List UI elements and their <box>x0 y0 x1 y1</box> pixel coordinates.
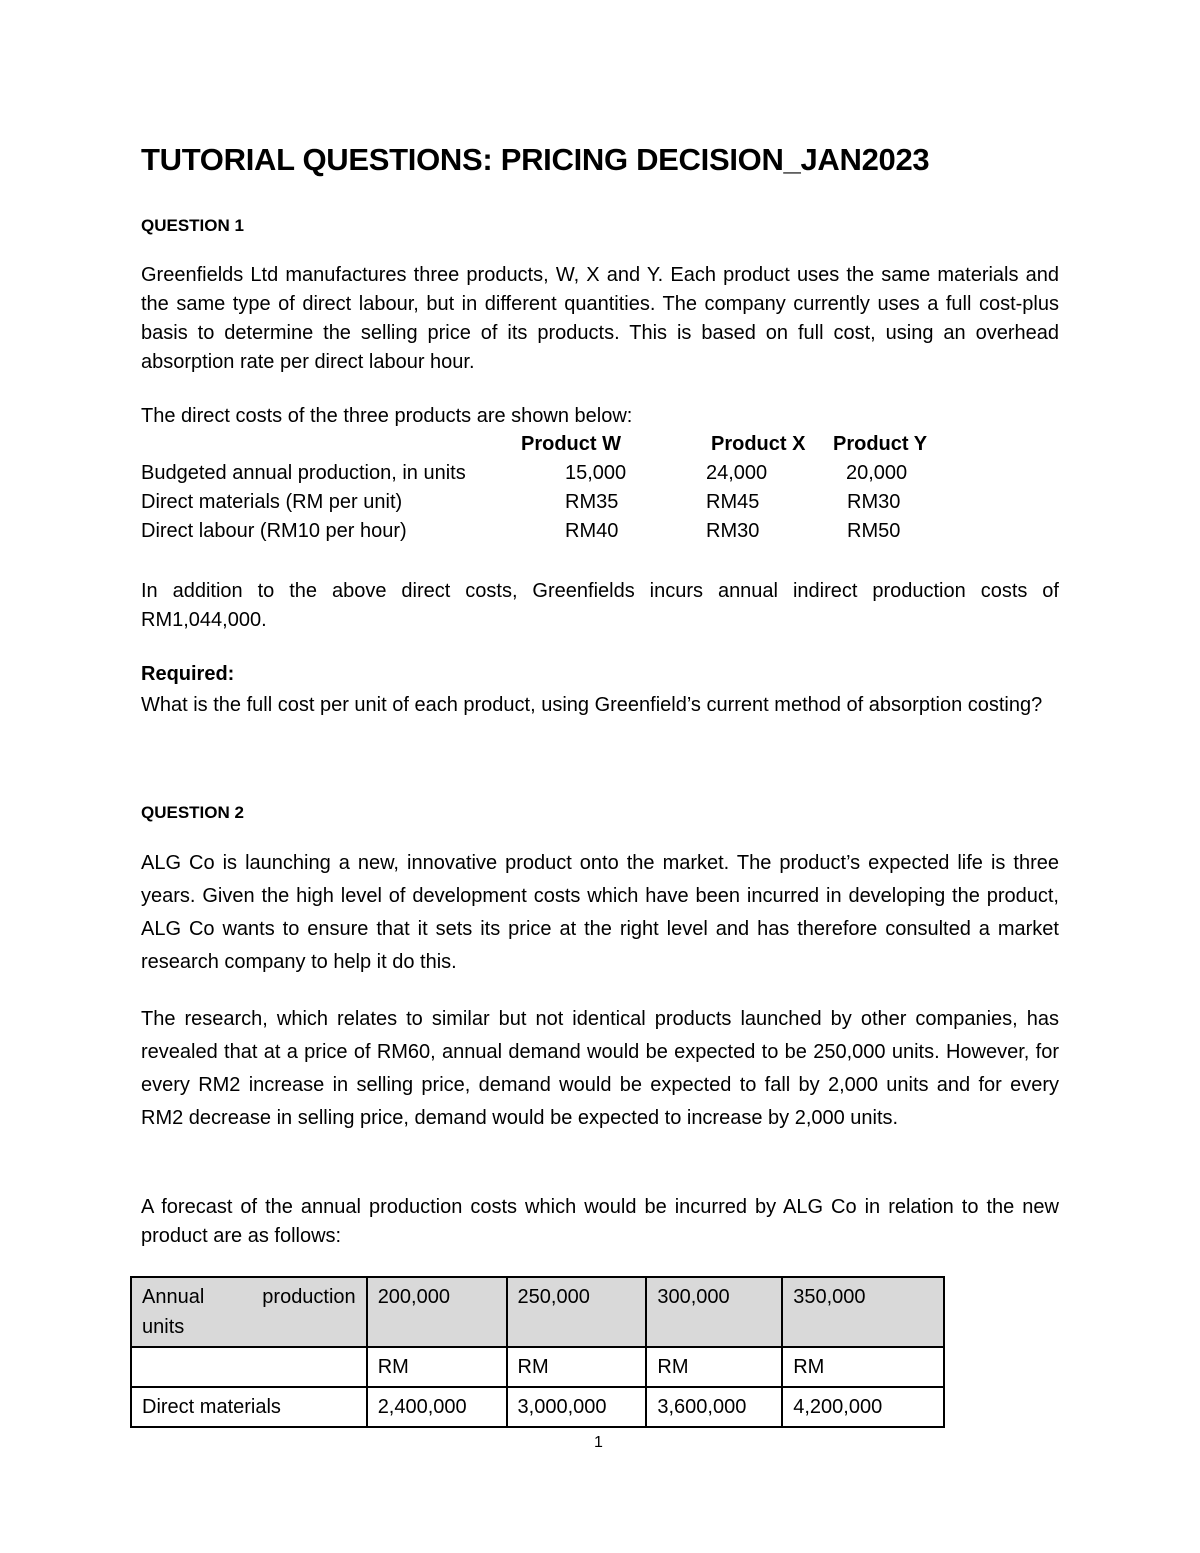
question-2-paragraph-3: A forecast of the annual production costs which would be incurred by ALG Co in relation to the new product are as follows: <box>141 1196 1059 1247</box>
cell-value: 4,200,000 <box>782 1387 944 1427</box>
page-title: TUTORIAL QUESTIONS: PRICING DECISION_JAN2023 <box>141 142 930 177</box>
row-label: Direct labour (RM10 per hour) <box>141 520 407 542</box>
column-header: 200,000 <box>367 1277 507 1347</box>
question-1-table-lead: The direct costs of the three products are shown below: <box>141 405 633 427</box>
question-1-intro: Greenfields Ltd manufactures three products, W, X and Y. Each product uses the same materials and the same type of direct labour, but in different quantities. The company currently uses a full cost-plus basis to determine the selling price of its products. This is based on full cost, using an overhead absorption rate per direct labour hour. <box>141 264 1059 373</box>
header-label: units <box>142 1316 185 1338</box>
cell-value: 2,400,000 <box>367 1387 507 1427</box>
question-2-paragraph-2: The research, which relates to similar but not identical products launched by other companies, has revealed that at a price of RM60, annual demand would be expected to be 250,000 units. However, for every RM2 increase in selling price, demand would be expected to fall by 2,000 units and for every RM2 decrease in selling price, demand would be expected to increase by 2,000 units. <box>141 1008 1059 1129</box>
row-label: Budgeted annual production, in units <box>141 462 466 484</box>
question-1-addition: In addition to the above direct costs, Greenfields incurs annual indirect production costs of RM1,044,000. <box>141 580 1059 631</box>
table-row <box>131 1387 944 1427</box>
table-header-row <box>131 1277 944 1347</box>
cell-value: 20,000 <box>846 462 908 484</box>
cell-value: RM <box>367 1347 507 1387</box>
cell-value: RM45 <box>706 491 760 513</box>
cell-value: 3,000,000 <box>507 1387 647 1427</box>
header-label: Annual <box>142 1286 205 1308</box>
cell-value: RM50 <box>847 520 901 542</box>
empty-cell <box>131 1347 367 1387</box>
header-label: production <box>262 1286 356 1308</box>
row-label: Direct materials <box>131 1387 367 1427</box>
column-header: Product W <box>521 433 621 455</box>
cell-value: RM30 <box>706 520 760 542</box>
column-header: Product Y <box>833 433 928 455</box>
column-header: 250,000 <box>507 1277 647 1347</box>
cell-value: RM30 <box>847 491 901 513</box>
question-1-heading: QUESTION 1 <box>141 216 244 235</box>
required-text: What is the full cost per unit of each product, using Greenfield’s current method of absorption costing? <box>141 694 1043 716</box>
production-costs-table <box>130 1276 945 1428</box>
cell-value: 3,600,000 <box>646 1387 782 1427</box>
cell-value: RM35 <box>565 491 619 513</box>
cell-value: RM <box>507 1347 647 1387</box>
column-header: 350,000 <box>782 1277 944 1347</box>
cell-value: 15,000 <box>565 462 627 484</box>
question-2-heading: QUESTION 2 <box>141 803 244 822</box>
row-label: Direct materials (RM per unit) <box>141 491 403 513</box>
column-header: Product X <box>711 433 806 455</box>
cell-value: 24,000 <box>706 462 768 484</box>
table-row <box>131 1347 944 1387</box>
header-label-cell <box>131 1277 367 1347</box>
page-number: 1 <box>594 1434 603 1451</box>
question-2-paragraph-1: ALG Co is launching a new, innovative product onto the market. The product’s expected life is three years. Given the high level of development costs which have been incurred in developing the product, ALG Co wants to ensure that it sets its price at the right level and has therefore consulted a market research company to help it do this. <box>141 852 1059 973</box>
required-label: Required: <box>141 663 235 685</box>
cell-value: RM <box>646 1347 782 1387</box>
cell-value: RM40 <box>565 520 619 542</box>
cell-value: RM <box>782 1347 944 1387</box>
column-header: 300,000 <box>646 1277 782 1347</box>
